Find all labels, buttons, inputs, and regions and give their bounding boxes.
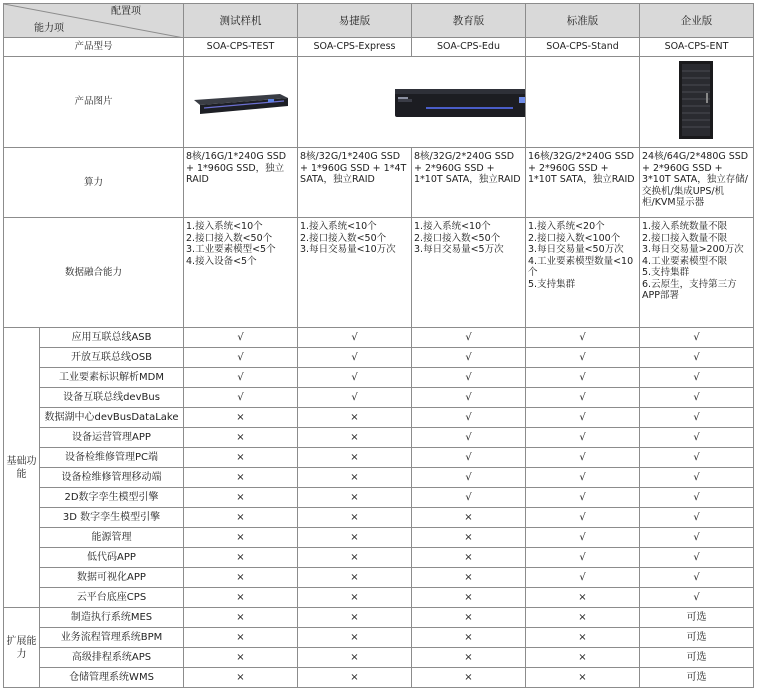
model-cell: SOA-CPS-Stand <box>526 38 640 57</box>
fusion-line: 1.接入系统数量不限 <box>642 221 728 232</box>
feature-row <box>4 608 754 628</box>
feature-mark: √ <box>526 568 640 588</box>
feature-mark: × <box>412 608 526 628</box>
feature-row <box>4 348 754 368</box>
data-fusion-row-label: 数据融合能力 <box>4 218 184 328</box>
feature-mark: √ <box>412 408 526 428</box>
fusion-line: 3.每日交易量>200万次 <box>642 244 744 255</box>
feature-mark: √ <box>526 368 640 388</box>
feature-name: 2D数字孪生模型引擎 <box>40 488 184 508</box>
feature-mark: √ <box>640 508 754 528</box>
image-row-label: 产品图片 <box>4 57 184 148</box>
feature-mark: × <box>526 588 640 608</box>
fusion-line: 2.接口接入数量不限 <box>642 232 728 244</box>
model-cell: SOA-CPS-ENT <box>640 38 754 57</box>
feature-mark: × <box>184 428 298 448</box>
fusion-line: 5.支持集群 <box>642 267 690 278</box>
fusion-line: 4.接入设备<5个 <box>186 255 257 267</box>
feature-mark: × <box>526 628 640 648</box>
fusion-line: 1.接入系统<10个 <box>414 221 491 232</box>
feature-mark: √ <box>412 388 526 408</box>
feature-mark: √ <box>526 468 640 488</box>
feature-row <box>4 388 754 408</box>
feature-mark: √ <box>298 368 412 388</box>
feature-mark: × <box>526 608 640 628</box>
feature-row <box>4 428 754 448</box>
feature-mark: √ <box>412 488 526 508</box>
fusion-line: 1.接入系统<10个 <box>186 221 263 232</box>
feature-name: 设备互联总线devBus <box>40 388 184 408</box>
feature-mark: × <box>412 528 526 548</box>
fusion-line: 2.接口接入数<50个 <box>186 232 273 244</box>
image-row <box>4 57 754 148</box>
feature-mark: × <box>298 668 412 688</box>
feature-mark: √ <box>526 528 640 548</box>
product-image-test <box>184 57 298 148</box>
category-base-label: 基础功能 <box>4 328 40 608</box>
feature-mark: × <box>298 628 412 648</box>
feature-mark: × <box>412 628 526 648</box>
model-cell: SOA-CPS-Express <box>298 38 412 57</box>
feature-mark: 可选 <box>640 628 754 648</box>
feature-mark: × <box>298 608 412 628</box>
feature-row <box>4 628 754 648</box>
feature-mark: × <box>412 588 526 608</box>
feature-row <box>4 648 754 668</box>
feature-mark: × <box>412 668 526 688</box>
feature-mark: √ <box>640 488 754 508</box>
feature-mark: √ <box>184 348 298 368</box>
feature-name: 设备运营管理APP <box>40 428 184 448</box>
model-cell: SOA-CPS-Edu <box>412 38 526 57</box>
feature-name: 能源管理 <box>40 528 184 548</box>
feature-mark: × <box>526 668 640 688</box>
product-image-express-edu <box>298 57 526 148</box>
data-fusion-cell <box>412 218 526 328</box>
feature-mark: × <box>184 608 298 628</box>
feature-mark: × <box>184 408 298 428</box>
feature-name: 高级排程系统APS <box>40 648 184 668</box>
feature-row <box>4 528 754 548</box>
feature-mark: √ <box>184 368 298 388</box>
data-fusion-cell <box>298 218 412 328</box>
feature-mark: √ <box>298 348 412 368</box>
feature-name: 业务流程管理系统BPM <box>40 628 184 648</box>
compute-cell: 8核/16G/1*240G SSD + 1*960G SSD，独立RAID <box>184 148 298 218</box>
fusion-line: 6.云原生，支持第三方APP部署 <box>642 278 737 301</box>
fusion-line: 2.接口接入数<50个 <box>414 232 501 244</box>
feature-mark: × <box>184 668 298 688</box>
feature-mark: × <box>412 648 526 668</box>
feature-mark: √ <box>526 408 640 428</box>
fusion-line: 5.支持集群 <box>528 278 576 290</box>
feature-mark: × <box>298 548 412 568</box>
feature-mark: √ <box>640 328 754 348</box>
feature-mark: √ <box>526 388 640 408</box>
edition-header-test: 测试样机 <box>184 4 298 38</box>
server-cabinet-image <box>640 57 754 143</box>
feature-mark: √ <box>412 368 526 388</box>
feature-mark: √ <box>640 588 754 608</box>
model-row-label: 产品型号 <box>4 38 184 57</box>
feature-mark: √ <box>412 428 526 448</box>
feature-name: 设备检维修管理PC端 <box>40 448 184 468</box>
feature-mark: √ <box>640 528 754 548</box>
feature-mark: √ <box>412 328 526 348</box>
feature-row <box>4 468 754 488</box>
feature-mark: × <box>298 508 412 528</box>
feature-name: 设备检维修管理移动端 <box>40 468 184 488</box>
feature-mark: 可选 <box>640 668 754 688</box>
fusion-line: 2.接口接入数<100个 <box>528 232 621 244</box>
feature-mark: × <box>412 508 526 528</box>
data-fusion-cell <box>526 218 640 328</box>
feature-mark: × <box>298 408 412 428</box>
data-fusion-cell <box>640 218 754 328</box>
feature-mark: √ <box>298 328 412 348</box>
feature-mark: √ <box>526 508 640 528</box>
fusion-line: 4.工业要素模型数量<10个 <box>528 255 634 278</box>
feature-mark: 可选 <box>640 648 754 668</box>
feature-mark: × <box>184 448 298 468</box>
feature-mark: × <box>298 648 412 668</box>
fusion-line: 1.接入系统<10个 <box>300 221 377 232</box>
fusion-line: 3.每日交易量<50万次 <box>528 244 624 255</box>
feature-row <box>4 368 754 388</box>
feature-mark: √ <box>640 348 754 368</box>
feature-mark: √ <box>412 468 526 488</box>
feature-mark: × <box>184 588 298 608</box>
feature-row <box>4 568 754 588</box>
feature-mark: √ <box>640 368 754 388</box>
feature-name: 开放互联总线OSB <box>40 348 184 368</box>
edition-comparison-table <box>3 3 754 688</box>
feature-mark: × <box>298 568 412 588</box>
model-row <box>4 38 754 57</box>
feature-mark: × <box>184 568 298 588</box>
feature-mark: √ <box>640 468 754 488</box>
feature-name: 低代码APP <box>40 548 184 568</box>
feature-mark: × <box>298 448 412 468</box>
feature-row <box>4 488 754 508</box>
fusion-line: 2.接口接入数<50个 <box>300 232 387 244</box>
feature-mark: × <box>184 508 298 528</box>
feature-mark: √ <box>526 348 640 368</box>
fusion-line: 3.工业要素模型<5个 <box>186 244 276 255</box>
feature-mark: √ <box>640 388 754 408</box>
fusion-line: 3.每日交易量<5万次 <box>414 244 504 255</box>
feature-row <box>4 328 754 348</box>
feature-mark: × <box>298 468 412 488</box>
model-cell: SOA-CPS-TEST <box>184 38 298 57</box>
feature-mark: × <box>298 428 412 448</box>
feature-row <box>4 448 754 468</box>
feature-name: 工业要素标识解析MDM <box>40 368 184 388</box>
feature-mark: × <box>298 488 412 508</box>
feature-mark: √ <box>640 448 754 468</box>
feature-mark: × <box>184 528 298 548</box>
feature-mark: × <box>184 468 298 488</box>
corner-diagonal-line <box>4 4 184 38</box>
config-item-label: 配置项 <box>111 6 141 17</box>
edition-header-express: 易捷版 <box>298 4 412 38</box>
data-fusion-row <box>4 218 754 328</box>
feature-name: 3D 数字孪生模型引擎 <box>40 508 184 528</box>
feature-mark: √ <box>526 428 640 448</box>
capability-item-label: 能力项 <box>34 23 64 34</box>
edition-header-ent: 企业版 <box>640 4 754 38</box>
feature-mark: × <box>412 568 526 588</box>
compute-row <box>4 148 754 218</box>
feature-mark: × <box>184 648 298 668</box>
feature-mark: 可选 <box>640 608 754 628</box>
feature-mark: √ <box>526 488 640 508</box>
feature-mark: √ <box>640 568 754 588</box>
feature-name: 仓储管理系统WMS <box>40 668 184 688</box>
feature-mark: × <box>298 588 412 608</box>
compute-cell: 24核/64G/2*480G SSD + 2*960G SSD + 3*10T SATA，独立存储/交换机/集成UPS/机柜/KVM显示器 <box>640 148 754 218</box>
feature-row <box>4 548 754 568</box>
product-image-stand <box>526 57 640 148</box>
feature-mark: × <box>526 648 640 668</box>
feature-mark: × <box>184 488 298 508</box>
corner-header-cell <box>4 4 184 38</box>
feature-name: 制造执行系统MES <box>40 608 184 628</box>
edition-header-stand: 标准版 <box>526 4 640 38</box>
feature-mark: × <box>298 528 412 548</box>
data-fusion-cell <box>184 218 298 328</box>
fusion-line: 4.工业要素模型不限 <box>642 255 728 267</box>
feature-mark: √ <box>640 548 754 568</box>
category-extension-label: 扩展能力 <box>4 608 40 688</box>
rack-server-1u-image <box>184 57 298 143</box>
feature-name: 数据湖中心devBusDataLake <box>40 408 184 428</box>
feature-mark: √ <box>526 548 640 568</box>
feature-mark: √ <box>412 348 526 368</box>
feature-mark: √ <box>184 388 298 408</box>
feature-mark: √ <box>184 328 298 348</box>
feature-row <box>4 588 754 608</box>
feature-row <box>4 508 754 528</box>
feature-name: 云平台底座CPS <box>40 588 184 608</box>
feature-mark: √ <box>298 388 412 408</box>
fusion-line: 1.接入系统<20个 <box>528 221 605 232</box>
feature-mark: × <box>412 548 526 568</box>
compute-row-label: 算力 <box>4 148 184 218</box>
header-row <box>4 4 754 38</box>
feature-mark: × <box>184 628 298 648</box>
rack-server-2u-image <box>298 57 526 143</box>
feature-mark: √ <box>412 448 526 468</box>
feature-mark: × <box>184 548 298 568</box>
feature-row <box>4 408 754 428</box>
compute-cell: 16核/32G/2*240G SSD + 2*960G SSD + 1*10T SATA，独立RAID <box>526 148 640 218</box>
feature-row <box>4 668 754 688</box>
feature-mark: √ <box>640 408 754 428</box>
feature-name: 数据可视化APP <box>40 568 184 588</box>
feature-mark: √ <box>526 448 640 468</box>
feature-mark: √ <box>526 328 640 348</box>
compute-cell: 8核/32G/1*240G SSD + 1*960G SSD + 1*4T SATA，独立RAID <box>298 148 412 218</box>
feature-mark: √ <box>640 428 754 448</box>
compute-cell: 8核/32G/2*240G SSD + 2*960G SSD + 1*10T SATA，独立RAID <box>412 148 526 218</box>
feature-name: 应用互联总线ASB <box>40 328 184 348</box>
fusion-line: 3.每日交易量<10万次 <box>300 244 396 255</box>
product-image-ent <box>640 57 754 148</box>
edition-header-edu: 教育版 <box>412 4 526 38</box>
